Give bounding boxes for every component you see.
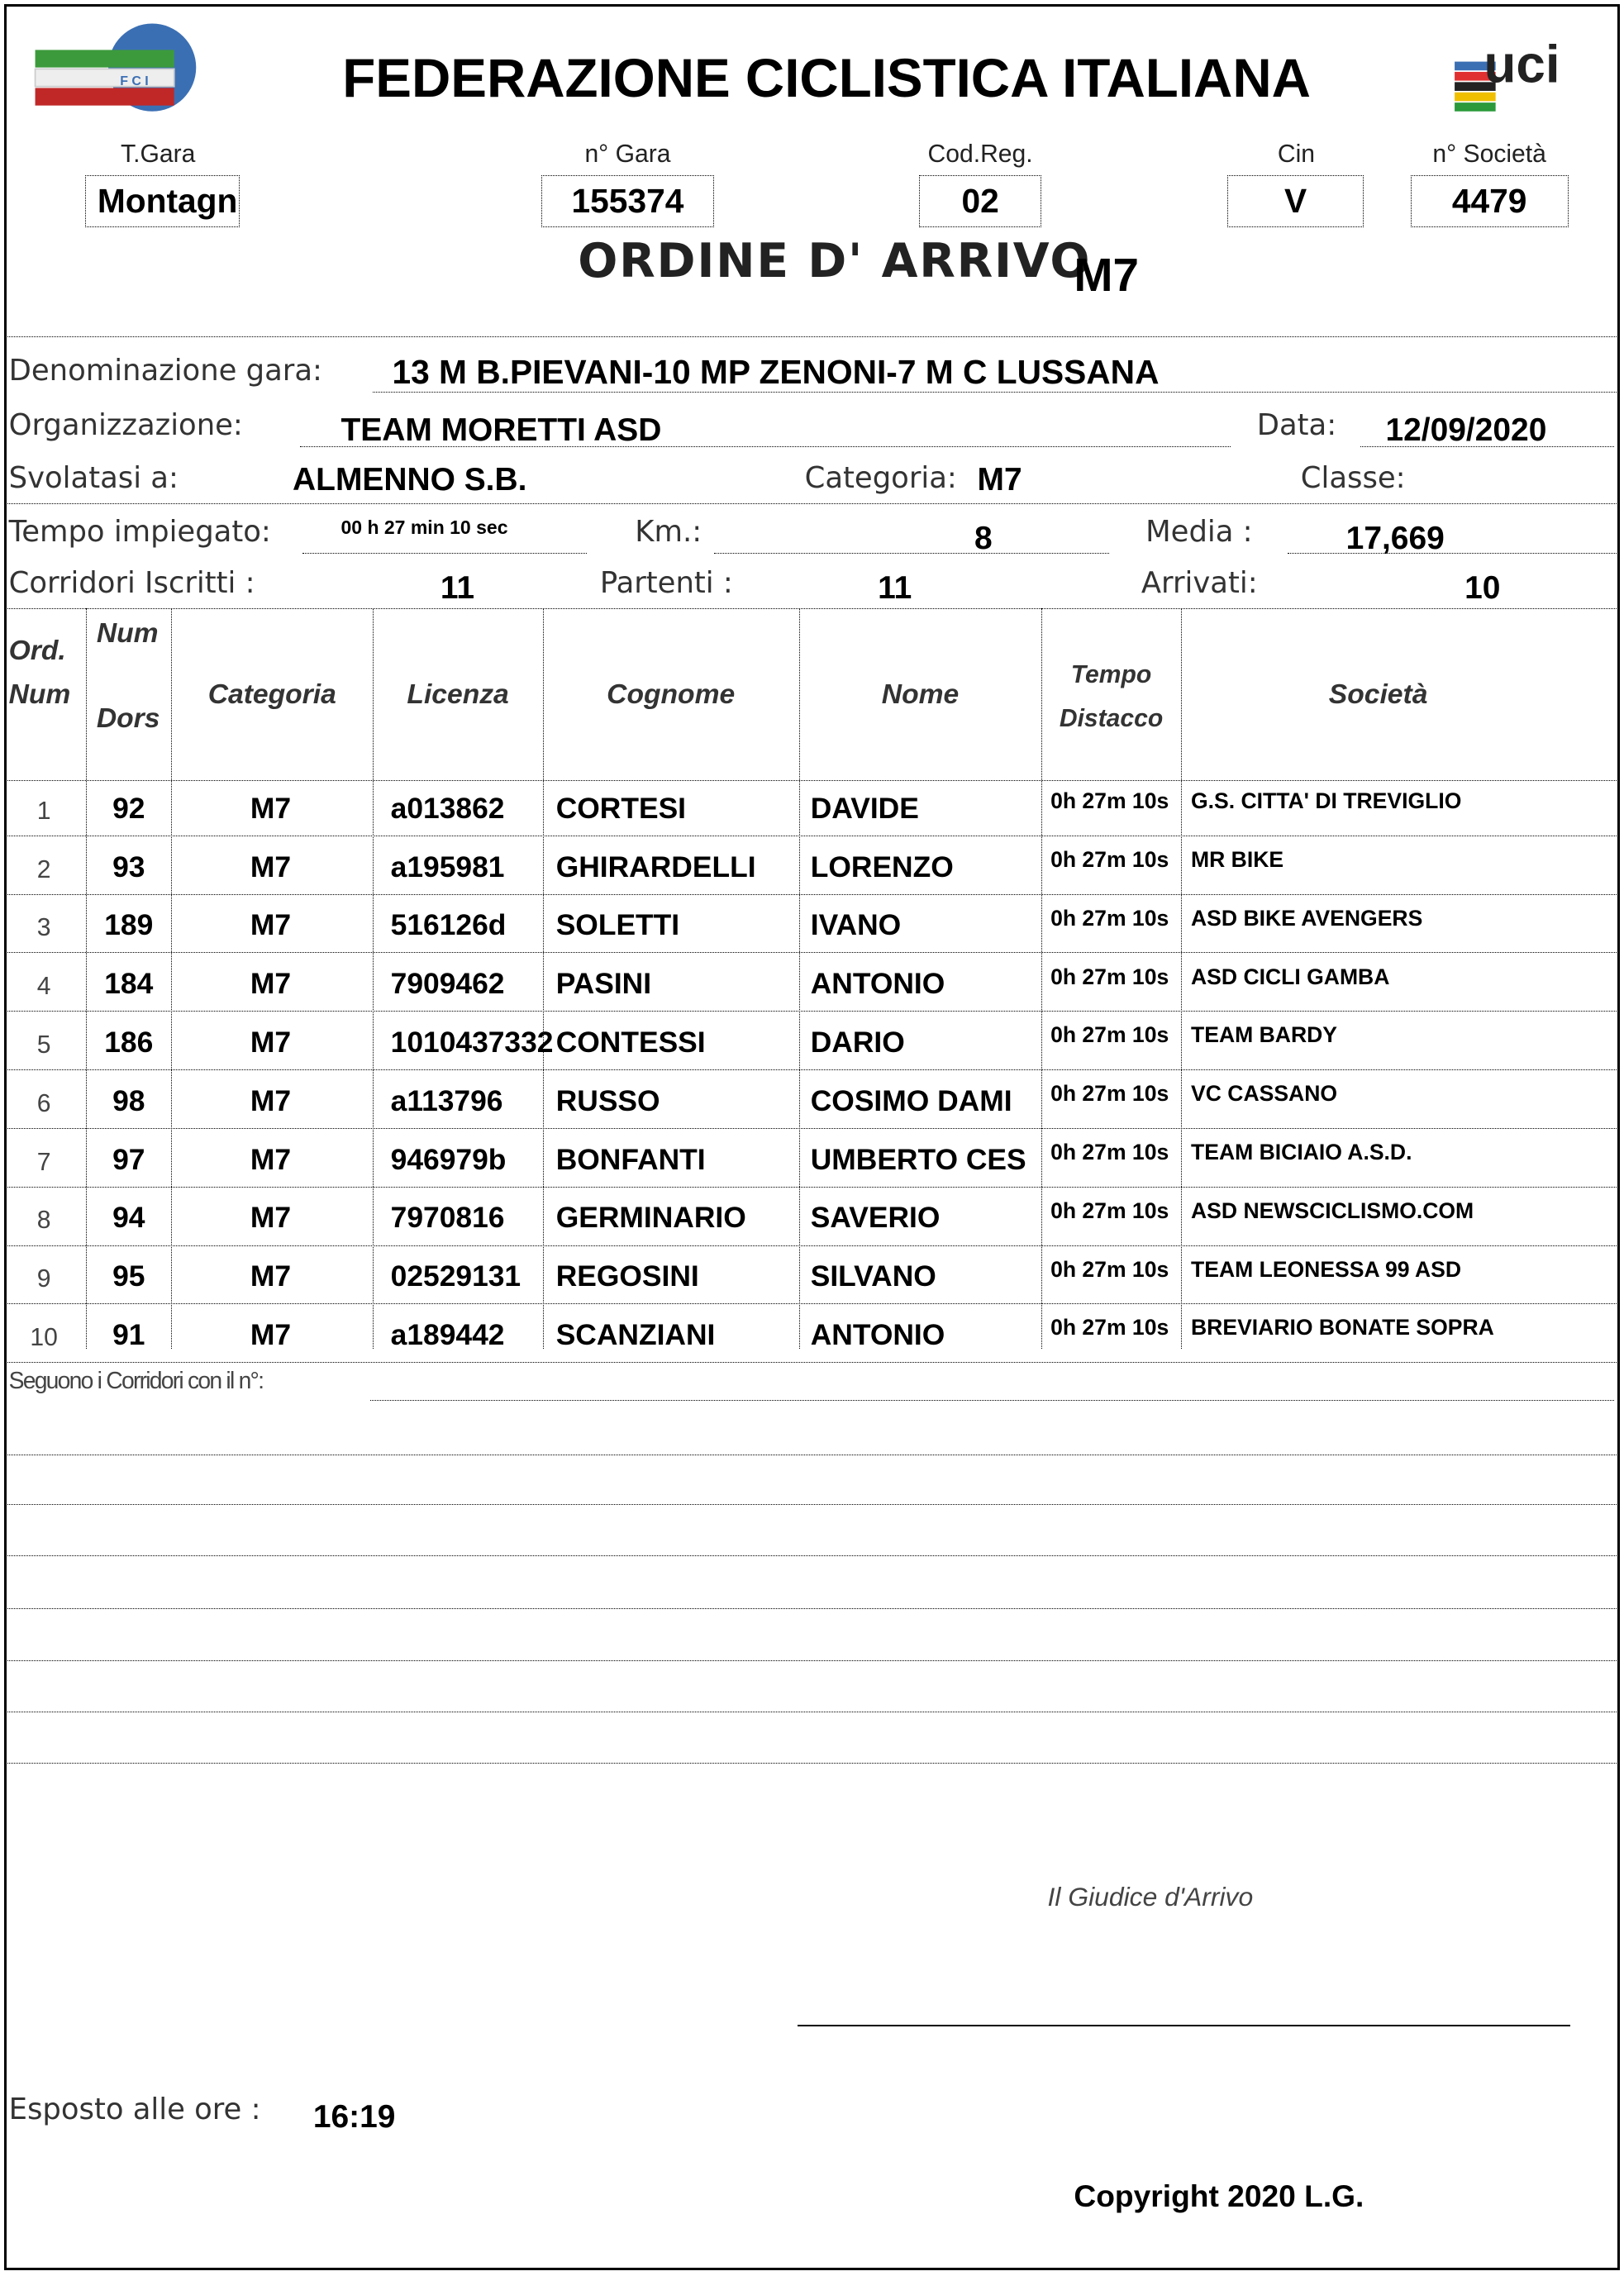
uci-logo — [1449, 21, 1595, 114]
row-tempo: 0h 27m 10s — [1050, 1315, 1169, 1340]
row-dors: 189 — [104, 908, 154, 942]
category-heading: M7 — [1074, 249, 1140, 302]
row-dors: 184 — [104, 967, 154, 1001]
row-dors: 93 — [112, 850, 145, 883]
arrivati-label: Arrivati: — [1141, 566, 1258, 601]
row-licenza: 7909462 — [390, 967, 505, 1001]
row-categoria: M7 — [250, 791, 292, 825]
col-num: Num — [96, 617, 159, 649]
row-categoria: M7 — [250, 1025, 292, 1059]
row-ord: 5 — [36, 1031, 51, 1059]
row-dors: 94 — [112, 1201, 145, 1235]
document-title: ORDINE D' ARRIVO — [578, 234, 1092, 289]
n-societa-value: 4479 — [1411, 175, 1569, 226]
row-societa: TEAM LEONESSA 99 ASD — [1191, 1256, 1461, 1282]
row-categoria: M7 — [250, 1201, 292, 1235]
row-cognome: CONTESSI — [555, 1025, 706, 1059]
col-ord: Ord. — [8, 636, 66, 667]
page-border — [4, 4, 1619, 2270]
row-societa: TEAM BICIAIO A.S.D. — [1191, 1140, 1412, 1165]
row-societa: ASD NEWSCICLISMO.COM — [1191, 1197, 1474, 1223]
row-societa: BREVIARIO BONATE SOPRA — [1191, 1315, 1494, 1340]
row-cognome: CORTESI — [555, 791, 687, 825]
row-categoria: M7 — [250, 1083, 292, 1117]
row-ord: 3 — [36, 914, 51, 942]
row-dors: 92 — [112, 791, 145, 825]
t-gara-value: Montagn — [85, 175, 241, 226]
row-categoria: M7 — [250, 1259, 292, 1293]
esposto-label: Esposto alle ore : — [8, 2092, 261, 2126]
row-cognome: BONFANTI — [555, 1142, 706, 1176]
row-nome: ANTONIO — [810, 1318, 945, 1352]
cod-reg-value: 02 — [919, 175, 1042, 226]
row-tempo: 0h 27m 10s — [1050, 788, 1169, 814]
row-ord: 8 — [36, 1207, 51, 1235]
giudice-label: Il Giudice d'Arrivo — [1047, 1881, 1254, 1912]
signature-line — [798, 2025, 1570, 2026]
row-tempo: 0h 27m 10s — [1050, 1022, 1169, 1048]
row-cognome: SOLETTI — [555, 908, 680, 942]
row-licenza: 946979b — [390, 1142, 507, 1176]
partenti-label: Partenti : — [599, 566, 733, 601]
col-nome: Nome — [881, 679, 960, 711]
row-tempo: 0h 27m 10s — [1050, 1256, 1169, 1282]
row-ord: 10 — [30, 1324, 58, 1352]
row-tempo: 0h 27m 10s — [1050, 1197, 1169, 1223]
row-cognome: GERMINARIO — [555, 1201, 746, 1235]
row-ord: 6 — [36, 1089, 51, 1117]
t-gara-label: T.Gara — [121, 140, 196, 168]
row-tempo: 0h 27m 10s — [1050, 1081, 1169, 1107]
n-societa-label: n° Società — [1432, 140, 1546, 168]
copyright: Copyright 2020 L.G. — [1074, 2178, 1364, 2213]
row-licenza: 7970816 — [390, 1201, 505, 1235]
row-nome: DARIO — [810, 1025, 905, 1059]
esposto-value: 16:19 — [312, 2099, 396, 2135]
row-societa: G.S. CITTA' DI TREVIGLIO — [1191, 788, 1462, 814]
col-tempo: Tempo — [1070, 660, 1152, 688]
svolta-label: Svolatasi a: — [8, 460, 179, 495]
col-distacco: Distacco — [1059, 704, 1164, 732]
data-value: 12/09/2020 — [1385, 412, 1547, 449]
row-tempo: 0h 27m 10s — [1050, 847, 1169, 872]
row-licenza: a195981 — [390, 850, 505, 883]
svg-text:F C I: F C I — [120, 74, 149, 88]
row-categoria: M7 — [250, 1142, 292, 1176]
categoria-value: M7 — [977, 462, 1022, 498]
federation-title: FEDERAZIONE CICLISTICA ITALIANA — [342, 47, 1311, 108]
row-licenza: 516126d — [390, 908, 507, 942]
row-nome: IVANO — [810, 908, 902, 942]
organizzazione-value: TEAM MORETTI ASD — [341, 412, 662, 449]
cin-label: Cin — [1277, 140, 1316, 168]
row-societa: TEAM BARDY — [1191, 1022, 1337, 1048]
arrivati-value: 10 — [1464, 570, 1501, 607]
row-nome: COSIMO DAMI — [810, 1083, 1012, 1117]
row-cognome: PASINI — [555, 967, 652, 1001]
media-value: 17,669 — [1345, 521, 1445, 557]
iscritti-value: 11 — [440, 570, 475, 607]
data-label: Data: — [1256, 407, 1337, 442]
svolta-value: ALMENNO S.B. — [293, 462, 527, 498]
col-societa: Società — [1328, 679, 1428, 711]
row-licenza: 02529131 — [390, 1259, 521, 1293]
denominazione-value: 13 M B.PIEVANI-10 MP ZENONI-7 M C LUSSANA — [392, 352, 1160, 391]
col-licenza: Licenza — [407, 679, 509, 711]
row-licenza: a013862 — [390, 791, 505, 825]
row-cognome: RUSSO — [555, 1083, 660, 1117]
partenti-value: 11 — [878, 570, 912, 607]
row-nome: UMBERTO CES — [810, 1142, 1026, 1176]
tempo-label: Tempo impiegato: — [8, 515, 271, 550]
km-label: Km.: — [635, 515, 702, 550]
organizzazione-label: Organizzazione: — [8, 407, 243, 442]
svg-text:uci: uci — [1484, 34, 1560, 94]
row-dors: 186 — [104, 1025, 154, 1059]
seguono-label: Seguono i Corridori con il n°: — [8, 1368, 264, 1395]
row-tempo: 0h 27m 10s — [1050, 1140, 1169, 1165]
row-licenza: 1010437332 — [390, 1025, 554, 1059]
row-nome: LORENZO — [810, 850, 954, 883]
row-cognome: GHIRARDELLI — [555, 850, 756, 883]
fci-logo — [32, 21, 199, 114]
row-licenza: a113796 — [390, 1083, 503, 1117]
col-dors: Dors — [96, 702, 160, 734]
row-ord: 2 — [36, 855, 51, 883]
row-nome: SAVERIO — [810, 1201, 941, 1235]
row-categoria: M7 — [250, 850, 292, 883]
classe-label: Classe: — [1300, 460, 1406, 495]
row-societa: MR BIKE — [1191, 847, 1284, 872]
col-ord-num: Num — [8, 679, 71, 711]
cod-reg-label: Cod.Reg. — [927, 140, 1033, 168]
denominazione-label: Denominazione gara: — [8, 354, 322, 388]
tempo-value: 00 h 27 min 10 sec — [341, 516, 508, 538]
media-label: Media : — [1145, 515, 1253, 550]
row-dors: 91 — [112, 1318, 145, 1352]
row-dors: 98 — [112, 1083, 145, 1117]
row-cognome: SCANZIANI — [555, 1318, 716, 1352]
col-categoria: Categoria — [207, 679, 336, 711]
row-tempo: 0h 27m 10s — [1050, 964, 1169, 989]
n-gara-label: n° Gara — [584, 140, 671, 168]
row-categoria: M7 — [250, 967, 292, 1001]
col-cognome: Cognome — [607, 679, 736, 711]
km-value: 8 — [974, 521, 993, 557]
row-ord: 4 — [36, 973, 51, 1001]
row-categoria: M7 — [250, 908, 292, 942]
row-dors: 97 — [112, 1142, 145, 1176]
row-nome: SILVANO — [810, 1259, 936, 1293]
row-dors: 95 — [112, 1259, 145, 1293]
cin-value: V — [1227, 175, 1364, 226]
row-ord: 1 — [36, 797, 51, 825]
row-nome: DAVIDE — [810, 791, 919, 825]
iscritti-label: Corridori Iscritti : — [8, 566, 255, 601]
row-cognome: REGOSINI — [555, 1259, 699, 1293]
n-gara-value: 155374 — [541, 175, 714, 226]
categoria-label: Categoria: — [804, 460, 957, 495]
row-societa: ASD CICLI GAMBA — [1191, 964, 1390, 989]
row-ord: 7 — [36, 1148, 51, 1176]
row-societa: VC CASSANO — [1191, 1081, 1338, 1107]
row-ord: 9 — [36, 1265, 51, 1293]
row-licenza: a189442 — [390, 1318, 505, 1352]
row-categoria: M7 — [250, 1318, 292, 1352]
row-tempo: 0h 27m 10s — [1050, 905, 1169, 931]
row-societa: ASD BIKE AVENGERS — [1191, 905, 1423, 931]
row-nome: ANTONIO — [810, 967, 945, 1001]
